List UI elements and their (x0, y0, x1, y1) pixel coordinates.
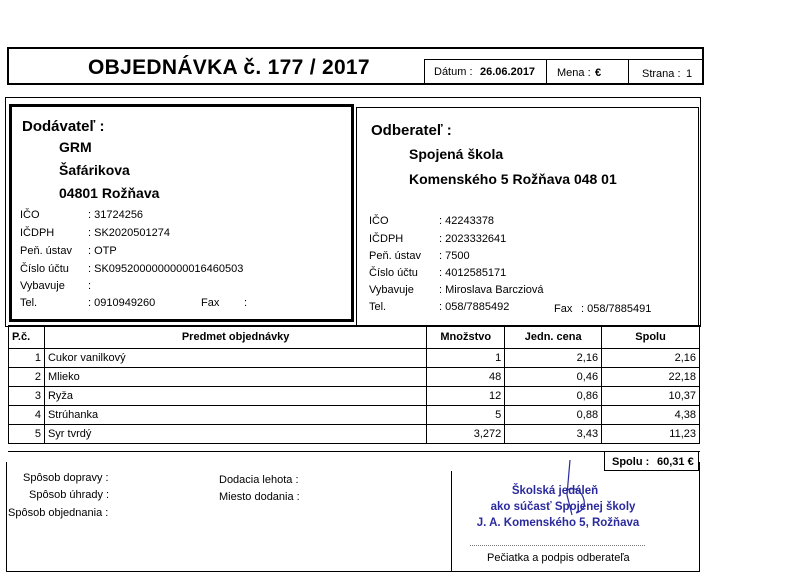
row-total: 2,16 (602, 348, 700, 367)
customer-address: Komenského 5 Rožňava 048 01 (409, 171, 617, 187)
col-price: Jedn. cena (505, 326, 602, 348)
row-pc: 4 (9, 405, 45, 424)
supplier-heading: Dodávateľ : (22, 118, 105, 135)
customer-vybavuje-label: Vybavuje (369, 284, 414, 296)
table-row (9, 367, 700, 386)
supplier-name: GRM (59, 139, 92, 155)
strana-value: 1 (686, 68, 693, 80)
row-item: Cukor vanilkový (44, 348, 426, 367)
supplier-street: Šafárikova (59, 162, 130, 178)
row-total: 4,38 (602, 405, 700, 424)
supplier-fax-label: Fax (201, 297, 220, 309)
row-item: Ryža (44, 386, 426, 405)
customer-fax-label: Fax (554, 303, 573, 315)
row-pc: 3 (9, 386, 45, 405)
supplier-vybavuje-label: Vybavuje (20, 280, 65, 292)
row-total: 11,23 (602, 424, 700, 443)
row-qty: 1 (427, 348, 505, 367)
row-item: Mlieko (44, 367, 426, 386)
row-pc: 2 (9, 367, 45, 386)
row-price: 2,16 (505, 348, 602, 367)
customer-account-value: : 4012585171 (439, 267, 507, 279)
supplier-city: 04801 Rožňava (59, 185, 160, 201)
customer-icdph-label: IČDPH (369, 233, 404, 245)
table-row (9, 386, 700, 405)
table-header-row (9, 326, 700, 348)
supplier-bank-label: Peň. ústav (20, 245, 72, 257)
supplier-ico-value: : 31724256 (88, 209, 144, 221)
stamp-line-3: J. A. Komenského 5, Rožňava (476, 517, 640, 529)
row-qty: 12 (427, 386, 505, 405)
mena-value: € (595, 67, 602, 79)
customer-fax-value: : 058/7885491 (581, 303, 652, 315)
supplier-account-label: Číslo účtu (20, 263, 69, 275)
header-divider-3 (628, 59, 629, 85)
row-price: 0,86 (505, 386, 602, 405)
customer-name: Spojená škola (409, 146, 504, 162)
header-divider-1 (424, 59, 425, 85)
doprava-label: Spôsob dopravy : (23, 472, 109, 484)
supplier-icdph-value: : SK2020501274 (88, 227, 170, 239)
table-row (9, 348, 700, 367)
signature-label: Pečiatka a podpis odberateľa (487, 552, 630, 564)
row-qty: 3,272 (427, 424, 505, 443)
table-row (9, 424, 700, 443)
sum-value: 60,31 € (657, 456, 694, 468)
row-qty: 5 (427, 405, 505, 424)
row-total: 22,18 (602, 367, 700, 386)
customer-tel-label: Tel. (369, 301, 387, 313)
mena-label: Mena : (557, 67, 591, 79)
uhrada-label: Spôsob úhrady : (29, 489, 110, 501)
supplier-vybavuje-value: : (88, 280, 92, 292)
miesto-label: Miesto dodania : (219, 491, 300, 503)
row-pc: 5 (9, 424, 45, 443)
strana-label: Strana : (642, 68, 681, 80)
row-item: Strúhanka (44, 405, 426, 424)
stamp-line-1: Školská jedáleň (511, 485, 599, 497)
table-row (9, 405, 700, 424)
row-price: 3,43 (505, 424, 602, 443)
customer-icdph-value: : 2023332641 (439, 233, 507, 245)
signature-dotted-line (470, 545, 645, 546)
supplier-tel-label: Tel. (20, 297, 38, 309)
customer-tel-value: : 058/7885492 (439, 301, 510, 313)
col-item: Predmet objednávky (44, 326, 426, 348)
row-pc: 1 (9, 348, 45, 367)
header-info-top-line (424, 59, 704, 60)
row-price: 0,88 (505, 405, 602, 424)
customer-ico-label: IČO (369, 215, 389, 227)
order-title: OBJEDNÁVKA č. 177 / 2017 (88, 56, 370, 79)
col-pc: P.č. (9, 326, 45, 348)
customer-bank-label: Peň. ústav (369, 250, 421, 262)
customer-account-label: Číslo účtu (369, 267, 418, 279)
stamp-line-2: ako súčasť Spojenej školy (490, 501, 636, 513)
supplier-icdph-label: IČDPH (20, 227, 55, 239)
supplier-ico-label: IČO (20, 209, 40, 221)
customer-heading: Odberateľ : (371, 122, 452, 139)
row-item: Syr tvrdý (44, 424, 426, 443)
objednania-label: Spôsob objednania : (8, 507, 109, 519)
customer-bank-value: : 7500 (439, 250, 470, 262)
customer-vybavuje-value: : Miroslava Barcziová (439, 284, 544, 296)
datum-value: 26.06.2017 (480, 66, 536, 78)
customer-ico-value: : 42243378 (439, 215, 495, 227)
lehota-label: Dodacia lehota : (219, 474, 299, 486)
supplier-account-value: : SK0952000000000016460503 (88, 263, 244, 275)
col-qty: Množstvo (427, 326, 505, 348)
supplier-fax-value: : (244, 297, 248, 309)
row-qty: 48 (427, 367, 505, 386)
datum-label: Dátum : (434, 66, 473, 78)
supplier-tel-value: : 0910949260 (88, 297, 156, 309)
sum-label: Spolu : (612, 456, 650, 468)
row-price: 0,46 (505, 367, 602, 386)
header-divider-2 (546, 59, 547, 85)
items-table (8, 325, 700, 444)
signature (540, 455, 600, 530)
col-total: Spolu (602, 326, 700, 348)
supplier-bank-value: : OTP (88, 245, 117, 257)
sum-line (8, 451, 700, 452)
row-total: 10,37 (602, 386, 700, 405)
